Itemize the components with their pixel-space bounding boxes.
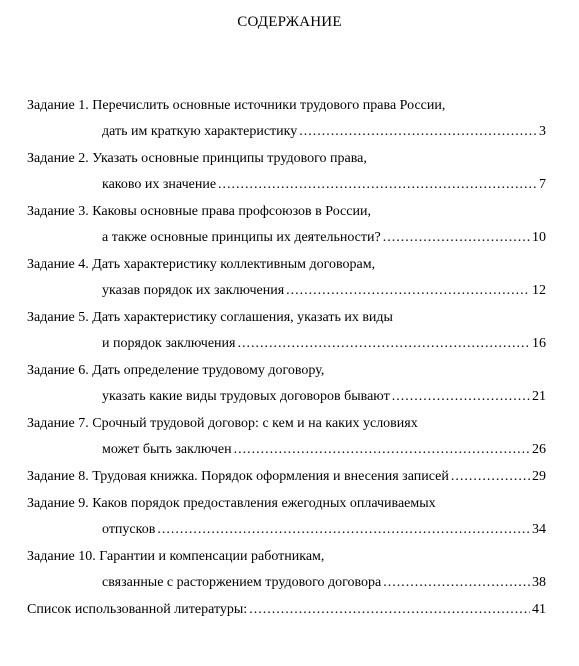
page-number: 16 (532, 336, 546, 351)
dot-leader (383, 228, 530, 248)
dot-leader (234, 440, 530, 460)
page-number: 34 (532, 522, 546, 537)
page-number: 29 (532, 469, 546, 484)
toc-entry-4 (27, 255, 546, 308)
dot-leader (299, 122, 537, 142)
toc-entry-heading: Задание 6. Дать определение трудовому договору, (27, 363, 325, 378)
toc-entry-heading: Задание 1. Перечислить основные источники трудового права России, (27, 98, 446, 113)
toc-entry-heading: Задание 2. Указать основные принципы трудового права, (27, 151, 367, 166)
page-number: 12 (532, 283, 546, 298)
toc-entry-text: отпусков (102, 522, 156, 537)
toc-entry-heading: Задание 3. Каковы основные права профсоюзов в России, (27, 204, 371, 219)
toc-entry-references (27, 600, 546, 627)
toc-entry-text: Список использованной литературы: (27, 602, 248, 617)
page-number: 38 (532, 575, 546, 590)
toc-entry-10 (27, 547, 546, 600)
dot-leader (218, 175, 537, 195)
toc-entry-heading: Задание 4. Дать характеристику коллективным договорам, (27, 257, 376, 272)
dot-leader (157, 520, 530, 540)
toc-entry-text: Задание 8. Трудовая книжка. Порядок оформления и внесения записей (27, 469, 449, 484)
toc-entry-continuation (27, 600, 546, 620)
toc-entry-3 (27, 202, 546, 255)
toc-entry-heading: Задание 7. Срочный трудовой договор: с кем и на каких условиях (27, 416, 418, 431)
toc-entry-heading: Задание 10. Гарантии и компенсации работникам, (27, 549, 325, 564)
toc-entry-continuation (102, 520, 546, 540)
toc-entry-text: указать какие виды трудовых договоров бывают (102, 389, 390, 404)
dot-leader (451, 467, 530, 487)
toc-entry-continuation (102, 175, 546, 195)
toc-entry-heading: Задание 9. Каков порядок предоставления ежегодных оплачиваемых (27, 496, 436, 511)
dot-leader (392, 387, 530, 407)
toc-entry-text: а также основные принципы их деятельности? (102, 230, 381, 245)
toc-entry-text: может быть заключен (102, 442, 232, 457)
toc-entry-1 (27, 96, 546, 149)
toc-entry-2 (27, 149, 546, 202)
toc-entry-text: дать им краткую характеристику (102, 124, 298, 139)
toc-entry-continuation (102, 334, 546, 354)
toc-entry-continuation (102, 281, 546, 301)
page-number: 10 (532, 230, 546, 245)
toc-entry-5 (27, 308, 546, 361)
toc-entry-continuation (102, 122, 546, 142)
page-number: 26 (532, 442, 546, 457)
toc-entry-continuation (102, 228, 546, 248)
table-of-contents (27, 96, 546, 627)
toc-entry-8 (27, 467, 546, 494)
page-number: 7 (539, 177, 546, 192)
toc-entry-continuation (27, 467, 546, 487)
toc-entry-continuation (102, 440, 546, 460)
page-number: 41 (532, 602, 546, 617)
toc-entry-text: и порядок заключения (102, 336, 236, 351)
toc-entry-heading: Задание 5. Дать характеристику соглашения, указать их виды (27, 310, 393, 325)
toc-entry-continuation (102, 387, 546, 407)
toc-entry-continuation (102, 573, 546, 593)
toc-entry-9 (27, 494, 546, 547)
toc-entry-text: связанные с расторжением трудового договора (102, 575, 382, 590)
toc-entry-text: каково их значение (102, 177, 217, 192)
dot-leader (249, 600, 530, 620)
page-number: 3 (539, 124, 546, 139)
toc-entry-6 (27, 361, 546, 414)
page-title: СОДЕРЖАНИЕ (237, 14, 342, 30)
dot-leader (383, 573, 530, 593)
page-number: 21 (532, 389, 546, 404)
dot-leader (286, 281, 530, 301)
toc-entry-text: указав порядок их заключения (102, 283, 285, 298)
toc-entry-7 (27, 414, 546, 467)
dot-leader (238, 334, 531, 354)
